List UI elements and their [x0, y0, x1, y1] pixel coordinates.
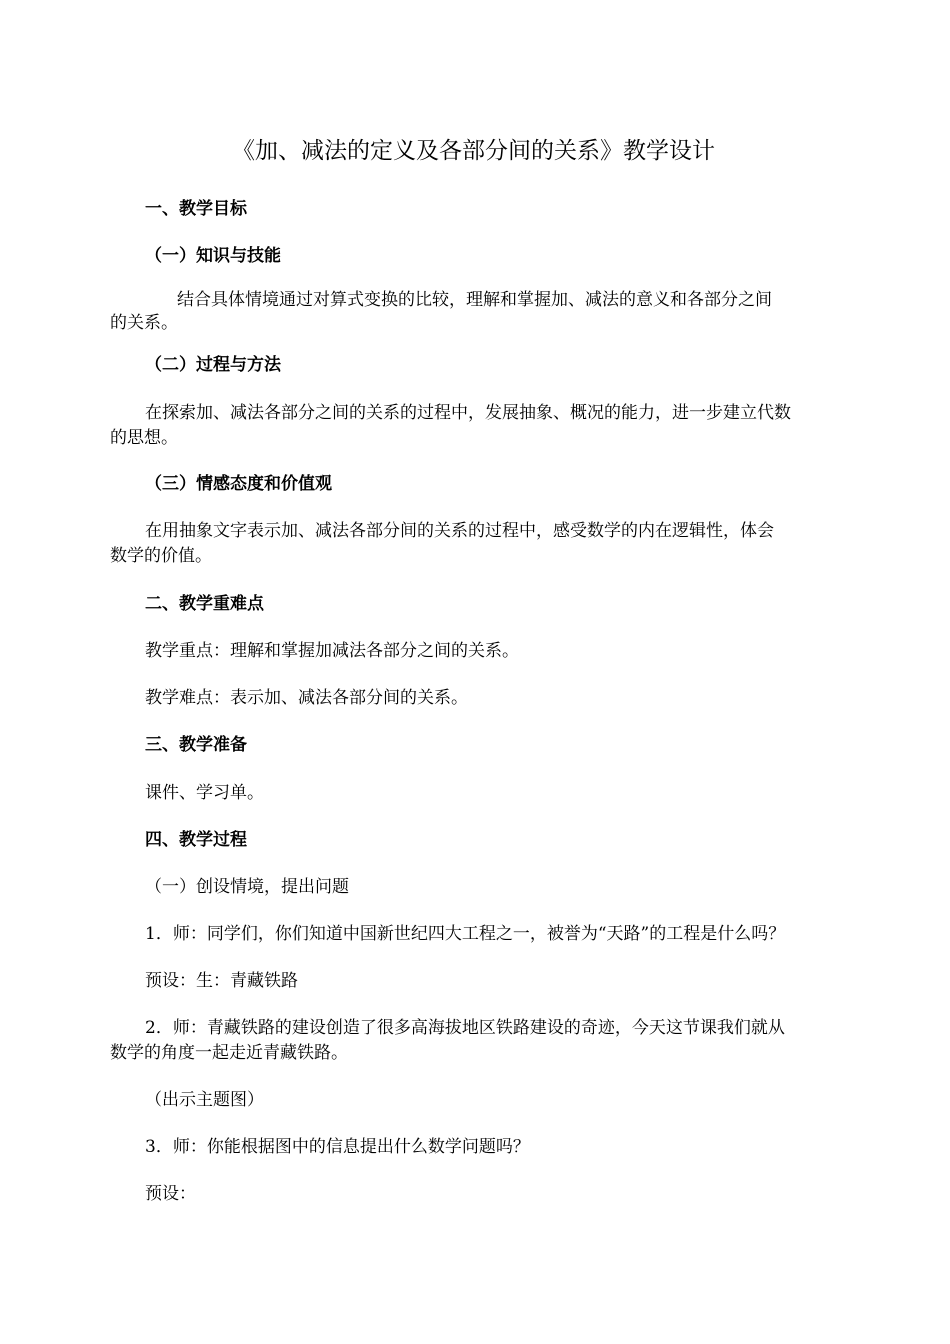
paragraph-emotion-values-line1: 在用抽象文字表示加、减法各部分间的关系的过程中，感受数学的内在逻辑性，体会: [145, 521, 774, 541]
section-heading-teaching-preparation: 三、教学准备: [145, 735, 247, 755]
subheading-knowledge-skills: （一）知识与技能: [145, 246, 281, 266]
paragraph-emotion-values-line2: 数学的价值。: [110, 546, 212, 566]
process-show-picture: （出示主题图）: [145, 1090, 264, 1110]
paragraph-process-methods-line1: 在探索加、减法各部分之间的关系的过程中，发展抽象、概况的能力，进一步建立代数: [145, 403, 791, 423]
subheading-create-situation: （一）创设情境，提出问题: [145, 877, 349, 897]
process-preset-1: 预设：生：青藏铁路: [145, 971, 298, 991]
document-title: 《加、减法的定义及各部分间的关系》教学设计: [232, 138, 715, 164]
key-point-text: 教学重点：理解和掌握加减法各部分之间的关系。: [145, 641, 519, 661]
difficult-point-text: 教学难点：表示加、减法各部分间的关系。: [145, 688, 468, 708]
process-item-3: 3．师：你能根据图中的信息提出什么数学问题吗？: [145, 1137, 530, 1157]
paragraph-knowledge-skills-line1: 结合具体情境通过对算式变换的比较，理解和掌握加、减法的意义和各部分之间: [177, 290, 772, 310]
section-heading-teaching-goals: 一、教学目标: [145, 199, 247, 219]
paragraph-knowledge-skills-line2: 的关系。: [110, 313, 178, 333]
paragraph-process-methods-line2: 的思想。: [110, 428, 178, 448]
subheading-process-methods: （二）过程与方法: [145, 355, 281, 375]
process-item-1: 1．师：同学们，你们知道中国新世纪四大工程之一，被誉为“天路”的工程是什么吗？: [145, 924, 786, 944]
process-item-2-line1: 2．师：青藏铁路的建设创造了很多高海拔地区铁路建设的奇迹，今天这节课我们就从: [145, 1018, 785, 1038]
section-heading-key-difficult-points: 二、教学重难点: [145, 594, 264, 614]
process-preset-2: 预设：: [145, 1184, 196, 1204]
preparation-text: 课件、学习单。: [145, 783, 264, 803]
process-item-2-line2: 数学的角度一起走近青藏铁路。: [110, 1043, 348, 1063]
section-heading-teaching-process: 四、教学过程: [145, 830, 247, 850]
subheading-emotion-values: （三）情感态度和价值观: [145, 474, 332, 494]
